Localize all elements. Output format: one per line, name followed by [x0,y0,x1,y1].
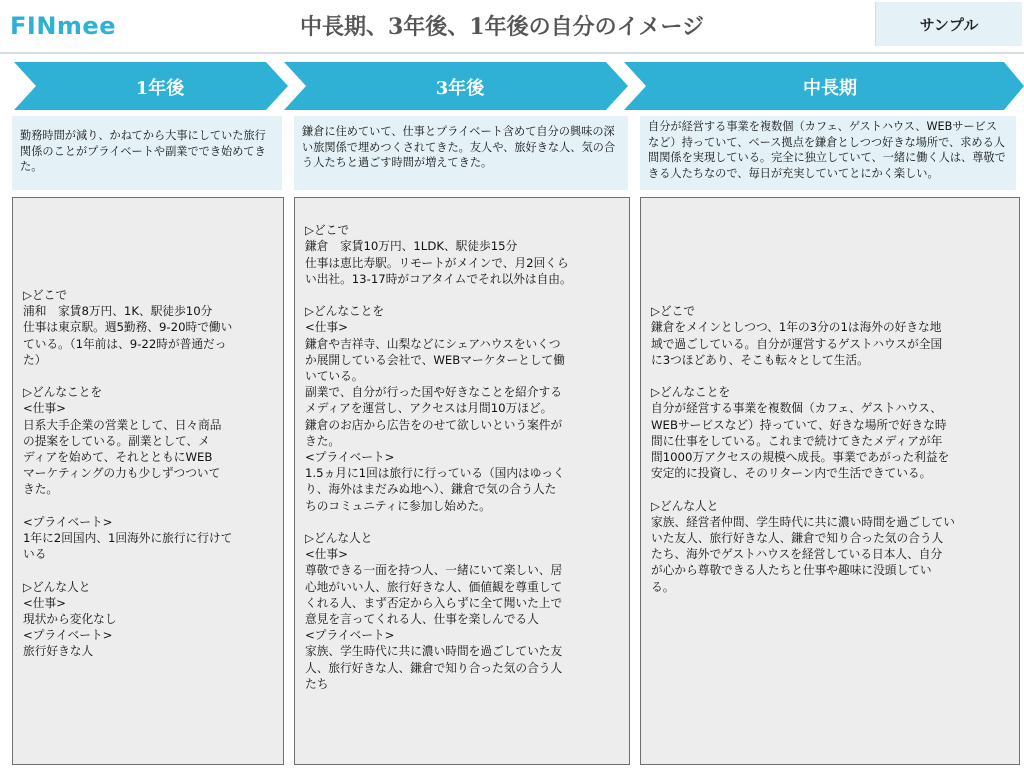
detail-line [23,255,273,271]
detail-line: いる [23,547,47,562]
detail-line [651,222,1009,238]
detail-line: 安定的に投資し、そのリターン内で生活できている。 [651,466,932,481]
detail-line: マーケティングの力も少しずつついて [23,466,221,481]
detail-line: 尊敬できる一面を持つ人、一緒にいて楽しい、居 [305,563,563,578]
heading-longterm: 中長期 [803,78,857,99]
detail-line [23,562,273,578]
detail-line: 間に仕事をしている。これまで続けてきたメディアが年 [651,433,943,448]
detail-line: の提案をしている。副業として、メ [23,433,210,448]
detail-line: 1.5ヵ月に1回は旅行に行っている（国内はゆっく [305,466,565,481]
detail-line: ▷どんな人と [651,498,719,513]
detail-line: <仕事> [23,595,66,610]
detail-line: WEBサービスなど）持っていて、好きな場所で好きな時 [651,417,947,432]
detail-line: 家族、学生時代に共に濃い時間を過ごしていた友 [305,644,563,659]
detail-line [651,206,1009,222]
detail-line: <仕事> [305,320,348,335]
detail-line [305,206,619,222]
detail-line [651,238,1009,254]
detail-line: 意見を言ってくれる人、仕事を楽しんでる人 [305,612,539,627]
detail-line: <プライベート> [305,450,395,465]
detail-line: 副業で、自分が行った国や好きなことを紹介する [305,385,562,400]
detail-line: ▷どこで [305,223,350,238]
detail-line: <プライベート> [23,514,113,529]
detail-line: ディアを始めて、それとともにWEB [23,449,213,464]
detail-line: か展開している会社で、WEBマーケターとして働 [305,352,565,367]
detail-line: ちのコミュニティに参加し始めた。 [305,498,491,513]
detail-line [23,222,273,238]
detail-line: メディアを運営し、アクセスは月間10万ほど。 [305,401,553,416]
detail-line [23,238,273,254]
detail-line: ▷どんな人と [23,579,91,594]
detail-line [305,514,619,530]
detail-line: 鎌倉 家賃10万円、1LDK、駅徒歩15分 [305,239,518,254]
detail-line [23,206,273,222]
detail-line: 心地がいい人、旅行好きな人、価値観を尊重して [305,579,563,594]
detail-line: た） [23,352,47,367]
detail-line: たち [305,676,329,691]
page-title: 中長期、3年後、1年後の自分のイメージ [300,14,704,40]
detail-line: 家族、経営者仲間、学生時代に共に濃い時間を過ごしてい [651,514,955,529]
page-header [0,0,1024,54]
detail-line: 自分が経営する事業を複数個（カフェ、ゲストハウス、 [651,401,942,416]
detail-line: り、海外はまだみぬ地へ）、鎌倉で気の合う人た [305,482,557,497]
detail-1year [12,197,284,765]
detail-line: くれる人、まず否定から入らずに全て聞いた上で [305,595,563,610]
summary-longterm: 自分が経営する事業を複数個（カフェ、ゲストハウス、WEBサービスなど）持っていて、ベース拠点を鎌倉としつつ好きな場所で、求める人間関係を実現している。完全に独立していて、一緒に働く人は、尊敬できる人たちなので、毎日が充実していてとにかく楽しい。 [640,116,1016,190]
detail-line: が心から尊敬できる人たちと仕事や趣味に没頭してい [651,563,932,578]
detail-line: ▷どんなことを [23,385,103,400]
detail-line [651,287,1009,303]
heading-3year: 3年後 [435,78,485,99]
detail-line [651,368,1009,384]
detail-line: 人、旅行好きな人、鎌倉で知り合った気の合う人 [305,660,563,675]
detail-line: る。 [651,579,675,594]
heading-1year: 1年後 [135,78,185,99]
detail-line: 浦和 家賃8万円、1K、駅徒歩10分 [23,304,213,319]
detail-line: <プライベート> [23,628,113,643]
detail-line [651,255,1009,271]
detail-line: 鎌倉や吉祥寺、山梨などにシェアハウスをいくつ [305,336,561,351]
detail-line [305,287,619,303]
detail-line: ▷どこで [651,304,696,319]
detail-line: ている。（1年前は、9-22時が普通だっ [23,336,227,351]
detail-line: いている。 [305,369,364,383]
detail-line: ▷どこで [23,287,68,302]
detail-line [651,481,1009,497]
detail-line: たち、海外でゲストハウスを経営している日本人、自分 [651,547,943,562]
detail-line: <プライベート> [305,628,395,643]
summary-1year: 勤務時間が減り、かねてから大事にしていた旅行関係のことがプライベートや副業ででき始めてきた。 [12,116,282,190]
detail-line: きた。 [23,482,59,497]
detail-line: 旅行好きな人 [23,644,94,659]
detail-line: 仕事は恵比寿駅。リモートがメインで、月2回くら [305,255,569,270]
detail-line [23,271,273,287]
summary-3year: 鎌倉に住めていて、仕事とプライベート含めて自分の興味の深い旅関係で埋めつくされてきた。友人や、旅好きな人、気の合う人たちと過ごす時間が増えてきた。 [294,116,628,190]
detail-line: ▷どんなことを [305,304,385,319]
detail-line: い出社。13-17時がコアタイムでそれ以外は自由。 [305,271,572,286]
detail-line: ▷どんなことを [651,385,731,400]
detail-line: に3つほどあり、そこも転々として生活。 [651,352,869,367]
detail-line [23,368,273,384]
detail-line: 現状から変化なし [23,611,117,626]
detail-line: 日系大手企業の営業として、日々商品 [23,417,222,432]
detail-line [23,498,273,514]
detail-line: <仕事> [305,547,348,562]
detail-line: 鎌倉のお店から広告をのせて欲しいという案件が [305,417,563,432]
sample-badge: サンプル [875,2,1022,46]
detail-line: <仕事> [23,401,66,416]
detail-line: いた友人、旅行好きな人、鎌倉で知り合った気の合う人 [651,530,944,545]
detail-line: 域で過ごしている。自分が運営するゲストハウスが全国 [651,336,943,351]
finmee-logo: FINmee [10,12,116,40]
detail-line: きた。 [305,433,341,448]
detail-line: ▷どんな人と [305,531,373,546]
detail-line: 間1000万アクセスの規模へ成長。事業であがった利益を [651,449,950,464]
detail-line: 鎌倉をメインとしつつ、1年の3分の1は海外の好きな地 [651,320,942,335]
detail-line: 仕事は東京駅。週5勤務、9-20時で働い [23,320,233,335]
detail-line [651,271,1009,287]
detail-3year [294,197,630,765]
detail-line: 1年に2回国内、1回海外に旅行に行けて [23,530,233,545]
detail-longterm [640,197,1020,765]
